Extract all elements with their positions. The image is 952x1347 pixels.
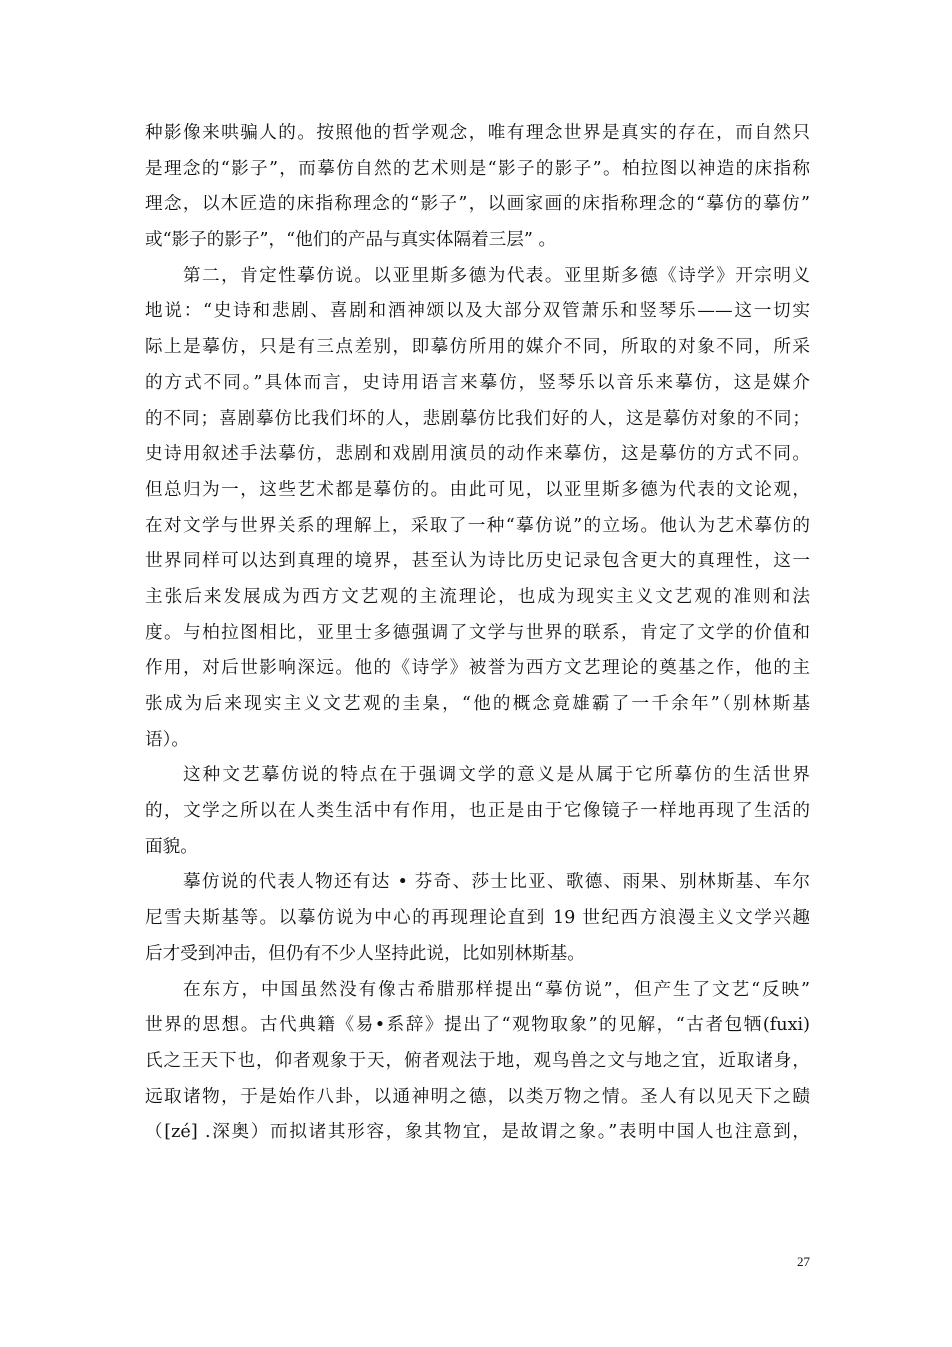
text-line: 种影像来哄骗人的。按照他的哲学观念，唯有理念世界是真实的存在，而自然只 [145, 123, 810, 143]
paragraph-first-line: 在东方，中国虽然没有像古希腊那样提出“摹仿说”，但产生了文艺“反映” [183, 979, 810, 1000]
text-line: 面貌。 [145, 836, 198, 857]
text-line: 际上是摹仿，只是有三点差别，即摹仿所用的媒介不同，所取的对象不同，所采 [145, 337, 810, 358]
text-line: 氏之王天下也，仰者观象于天，俯者观法于地，观鸟兽之文与地之宜，近取诸身， [145, 1050, 810, 1071]
text-line: 或“影子的影子”，“他们的产品与真实体隔着三层” 。 [145, 230, 557, 251]
text-line: 度。与柏拉图相比，亚里士多德强调了文学与世界的联系，肯定了文学的价值和 [145, 622, 810, 643]
page-number: 27 [797, 1254, 810, 1269]
paragraph-first-line: 摹仿说的代表人物还有达 • 芬奇、莎士比亚、歌德、雨果、别林斯基、车尔 [183, 872, 810, 893]
paragraph-first-line: 第二，肯定性摹仿说。以亚里斯多德为代表。亚里斯多德《诗学》开宗明义 [183, 265, 810, 286]
text-line: 作用，对后世影响深远。他的《诗学》被誉为西方文艺理论的奠基之作，他的主 [145, 658, 810, 679]
text-line: 在对文学与世界关系的理解上，采取了一种“摹仿说”的立场。他认为艺术摹仿的 [145, 515, 810, 536]
text-line: 史诗用叙述手法摹仿，悲剧和戏剧用演员的动作来摹仿，这是摹仿的方式不同。 [145, 444, 810, 465]
text-line: 尼雪夫斯基等。以摹仿说为中心的再现理论直到 19 世纪西方浪漫主义文学兴趣 [145, 908, 810, 929]
text-line: 的方式不同。”具体而言，史诗用语言来摹仿，竖琴乐以音乐来摹仿，这是媒介 [145, 372, 810, 393]
text-line: 是理念的“影子”，而摹仿自然的艺术则是“影子的影子”。柏拉图以神造的床指称 [145, 158, 810, 179]
text-line: 地说：“史诗和悲剧、喜剧和酒神颂以及大部分双管萧乐和竖琴乐——这一切实 [145, 301, 810, 322]
text-line: （[zé] .深奥）而拟诸其形容，象其物宜，是故谓之象。”表明中国人也注意到， [145, 1122, 810, 1143]
text-line: 世界同样可以达到真理的境界，甚至认为诗比历史记录包含更大的真理性，这一 [145, 551, 810, 572]
text-line: 主张后来发展成为西方文艺观的主流理论，也成为现实主义文艺观的准则和法 [145, 586, 810, 607]
paragraph-first-line: 这种文艺摹仿说的特点在于强调文学的意义是从属于它所摹仿的生活世界 [183, 765, 810, 786]
text-line: 远取诸物，于是始作八卦，以通神明之德，以类万物之情。圣人有以见天下之赜 [145, 1086, 810, 1107]
text-line: 后才受到冲击，但仍有不少人坚持此说，比如别林斯基。 [145, 943, 585, 964]
text-line: 但总归为一，这些艺术都是摹仿的。由此可见，以亚里斯多德为代表的文论观， [145, 479, 810, 500]
text-line: 语）。 [145, 729, 189, 750]
text-line: 的不同；喜剧摹仿比我们坏的人，悲剧摹仿比我们好的人，这是摹仿对象的不同； [145, 408, 810, 429]
body-text [145, 116, 810, 1151]
text-line: 世界的思想。古代典籍《易•系辞》提出了“观物取象”的见解，“古者包牺(fuxi) [145, 1015, 810, 1036]
text-line: 的，文学之所以在人类生活中有作用，也正是由于它像镜子一样地再现了生活的 [145, 801, 810, 822]
text-line: 张成为后来现实主义文艺观的圭臬，“他的概念竟雄霸了一千余年”（别林斯基 [145, 694, 810, 714]
text-line: 理念，以木匠造的床指称理念的“影子”，以画家画的床指称理念的“摹仿的摹仿” [145, 194, 810, 215]
